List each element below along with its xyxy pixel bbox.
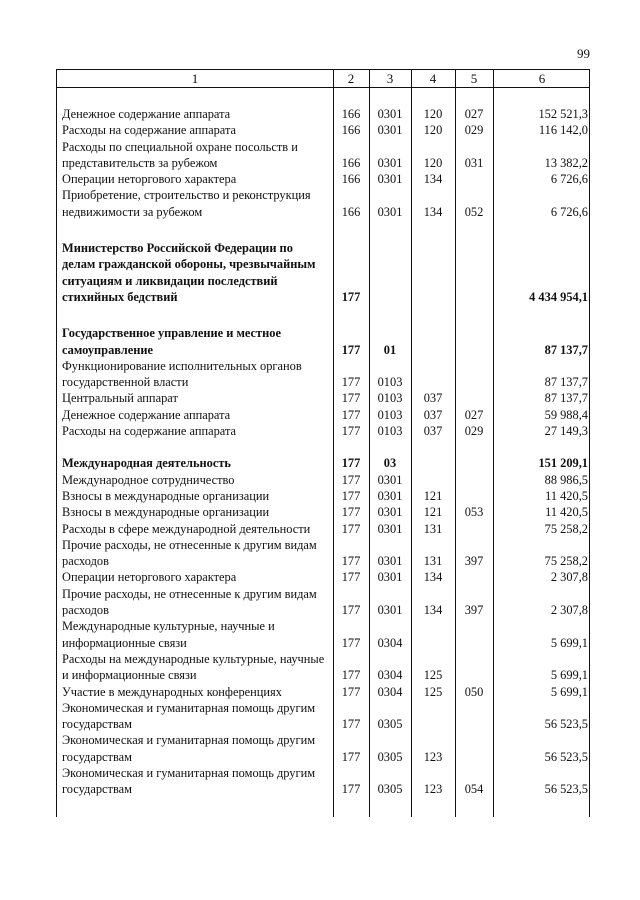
row-c3: 0301 <box>377 570 403 585</box>
row-name: Расходы по специальной охране посольств и представительств за рубежом <box>62 139 298 170</box>
row-c2: 177 <box>341 635 361 650</box>
row-c6: 6 726,6 <box>550 172 588 187</box>
row-c5: 027 <box>464 107 484 121</box>
table-row <box>57 618 589 651</box>
row-c6: 5 699,1 <box>550 668 588 683</box>
row-c3: 0301 <box>377 155 403 170</box>
row-c6: 2 307,8 <box>550 603 588 618</box>
table-row <box>57 472 589 488</box>
row-c4: 125 <box>423 684 443 699</box>
row-c5: 031 <box>464 155 484 170</box>
row-c3: 03 <box>383 456 397 471</box>
row-c5: 397 <box>464 554 484 569</box>
row-name: Денежное содержание аппарата <box>62 407 231 422</box>
row-c2: 177 <box>341 521 361 536</box>
table-row <box>57 423 589 439</box>
row-c2: 166 <box>341 107 361 121</box>
row-c2: 177 <box>341 375 361 390</box>
row-name: Функционирование исполнительных органов государственной власти <box>62 358 302 390</box>
row-name: Центральный аппарат <box>62 391 178 406</box>
row-c2: 177 <box>341 289 361 304</box>
row-c2: 177 <box>341 456 361 471</box>
row-name: Международная деятельность <box>62 456 231 471</box>
row-name: Взносы в международные организации <box>62 505 270 520</box>
row-c3: 0301 <box>377 172 403 187</box>
page-number: 99 <box>577 46 590 61</box>
row-c3: 01 <box>383 342 397 357</box>
row-c2: 177 <box>341 717 361 732</box>
row-c2: 177 <box>341 782 361 797</box>
row-c4: 121 <box>423 488 443 503</box>
row-c2: 177 <box>341 488 361 503</box>
row-c4: 120 <box>423 123 443 138</box>
table-row <box>57 651 589 684</box>
row-c4: 131 <box>423 521 443 536</box>
table-row <box>57 684 589 700</box>
row-c6: 11 420,5 <box>545 505 588 520</box>
row-name: Участие в международных конференциях <box>62 684 282 699</box>
row-c3: 0304 <box>377 635 403 650</box>
row-c2: 177 <box>341 472 361 487</box>
row-c6: 4 434 954,1 <box>529 289 588 304</box>
row-c6: 116 142,0 <box>538 123 588 138</box>
row-c3: 0301 <box>377 554 403 569</box>
row-c3: 0301 <box>377 123 403 138</box>
row-c5: 397 <box>464 603 484 618</box>
row-c6: 5 699,1 <box>550 684 588 699</box>
row-c6: 13 382,2 <box>544 155 588 170</box>
row-name: Взносы в международные организации <box>62 488 270 503</box>
row-c5: 053 <box>464 505 484 520</box>
row-c2: 177 <box>341 603 361 618</box>
row-c3: 0305 <box>377 749 403 764</box>
header-col-1: 1 <box>191 71 199 86</box>
row-name: Операции неторгового характера <box>62 570 237 585</box>
table-row <box>57 139 589 172</box>
table-row <box>57 358 589 391</box>
table-row <box>57 700 589 733</box>
row-c2: 166 <box>341 204 361 219</box>
table-row <box>57 537 589 570</box>
row-c6: 87 137,7 <box>544 375 588 390</box>
row-c6: 75 258,2 <box>544 554 588 569</box>
table-row <box>57 187 589 220</box>
row-c2: 166 <box>341 155 361 170</box>
header-col-3: 3 <box>386 71 394 86</box>
row-c5: 050 <box>464 684 484 699</box>
row-name: Прочие расходы, не отнесенные к другим видам расходов <box>62 586 317 618</box>
table-row <box>57 325 589 358</box>
row-c3: 0301 <box>377 204 403 219</box>
row-c5: 029 <box>464 123 484 138</box>
row-c6: 2 307,8 <box>550 570 588 585</box>
table-row <box>57 407 589 423</box>
row-c3: 0103 <box>377 375 403 390</box>
row-c4: 125 <box>423 668 443 683</box>
row-c3: 0301 <box>377 488 403 503</box>
table-row <box>57 106 589 122</box>
row-name: Приобретение, строительство и реконструкция недвижимости за рубежом <box>62 188 311 219</box>
row-c4: 134 <box>423 172 443 187</box>
table-row <box>57 586 589 619</box>
table-row <box>57 488 589 504</box>
row-c4: 123 <box>423 782 443 797</box>
header-col-4: 4 <box>429 71 437 86</box>
row-spacer <box>57 439 589 455</box>
row-c4: 134 <box>423 570 443 585</box>
row-c3: 0301 <box>377 472 403 487</box>
row-name: Министерство Российской Федерации по делам гражданской обороны, чрезвычайным ситуациям и ликвидации последствий стихийных бедствий <box>62 241 316 304</box>
row-name: Денежное содержание аппарата <box>62 107 231 121</box>
row-c2: 177 <box>341 668 361 683</box>
row-c4: 121 <box>423 505 443 520</box>
header-col-5: 5 <box>470 71 478 86</box>
row-c3: 0305 <box>377 717 403 732</box>
row-c6: 75 258,2 <box>544 521 588 536</box>
row-c4: 134 <box>423 204 443 219</box>
row-c5: 054 <box>464 782 484 797</box>
row-c6: 5 699,1 <box>550 635 588 650</box>
row-c6: 6 726,6 <box>550 204 588 219</box>
row-c2: 177 <box>341 684 361 699</box>
budget-table <box>56 69 590 817</box>
row-name: Расходы в сфере международной деятельности <box>62 521 311 536</box>
row-c6: 56 523,5 <box>544 717 588 732</box>
row-c4: 037 <box>423 407 443 422</box>
row-name: Операции неторгового характера <box>62 172 237 187</box>
row-c6: 11 420,5 <box>545 488 588 503</box>
row-c2: 177 <box>341 749 361 764</box>
table-row <box>57 171 589 187</box>
row-c6: 151 209,1 <box>538 456 588 471</box>
row-spacer <box>57 305 589 325</box>
row-c2: 177 <box>341 505 361 520</box>
row-c5: 052 <box>464 204 484 219</box>
row-c3: 0305 <box>377 782 403 797</box>
row-c2: 177 <box>341 554 361 569</box>
row-c2: 177 <box>341 570 361 585</box>
row-c3: 0103 <box>377 424 403 439</box>
row-c6: 88 986,5 <box>544 472 588 487</box>
row-name: Экономическая и гуманитарная помощь другим государствам <box>62 700 316 732</box>
row-c2: 177 <box>341 342 361 357</box>
row-c6: 152 521,3 <box>538 107 588 121</box>
row-c3: 0304 <box>377 668 403 683</box>
table-row <box>57 732 589 765</box>
row-c3: 0103 <box>377 391 403 406</box>
row-name: Международное сотрудничество <box>62 472 235 487</box>
table-row <box>57 765 589 798</box>
row-c6: 27 149,3 <box>544 424 588 439</box>
header-col-6: 6 <box>538 71 546 86</box>
table-row <box>57 390 589 406</box>
row-c4: 037 <box>423 391 443 406</box>
table-row <box>57 521 589 537</box>
row-c2: 166 <box>341 123 361 138</box>
table-row <box>57 569 589 585</box>
row-c2: 177 <box>341 391 361 406</box>
header-col-2: 2 <box>347 71 355 86</box>
row-name: Прочие расходы, не отнесенные к другим видам расходов <box>62 537 317 569</box>
table-row <box>57 122 589 138</box>
row-c6: 59 988,4 <box>544 407 588 422</box>
row-c3: 0301 <box>377 505 403 520</box>
row-name: Экономическая и гуманитарная помощь другим государствам <box>62 733 316 764</box>
row-c3: 0103 <box>377 407 403 422</box>
row-c2: 177 <box>341 407 361 422</box>
row-name: Экономическая и гуманитарная помощь другим государствам <box>62 765 316 797</box>
row-name: Международные культурные, научные и информационные связи <box>62 619 275 650</box>
row-c4: 134 <box>423 603 443 618</box>
row-c6: 87 137,7 <box>544 342 588 357</box>
row-c6: 87 137,7 <box>544 391 588 406</box>
row-c4: 120 <box>423 107 443 121</box>
row-c4: 037 <box>423 424 443 439</box>
table-row <box>57 455 589 471</box>
row-name: Расходы на содержание аппарата <box>62 424 237 439</box>
row-name: Расходы на международные культурные, научные и информационные связи <box>62 651 325 683</box>
row-spacer <box>57 220 589 240</box>
row-c4: 131 <box>423 554 443 569</box>
row-c2: 166 <box>341 172 361 187</box>
row-c6: 56 523,5 <box>544 782 588 797</box>
row-c3: 0301 <box>377 107 403 121</box>
row-name: Расходы на содержание аппарата <box>62 123 237 138</box>
table-row <box>57 504 589 520</box>
row-c4: 120 <box>423 155 443 170</box>
row-c5: 027 <box>464 407 484 422</box>
table-header <box>57 70 589 88</box>
table-row <box>57 240 589 305</box>
row-c2: 177 <box>341 424 361 439</box>
row-c5: 029 <box>464 424 484 439</box>
row-c6: 56 523,5 <box>544 749 588 764</box>
row-c3: 0304 <box>377 684 403 699</box>
row-c3: 0301 <box>377 603 403 618</box>
row-c3: 0301 <box>377 521 403 536</box>
table-body <box>57 106 589 798</box>
row-c4: 123 <box>423 749 443 764</box>
row-name: Государственное управление и местное самоуправление <box>62 326 281 357</box>
